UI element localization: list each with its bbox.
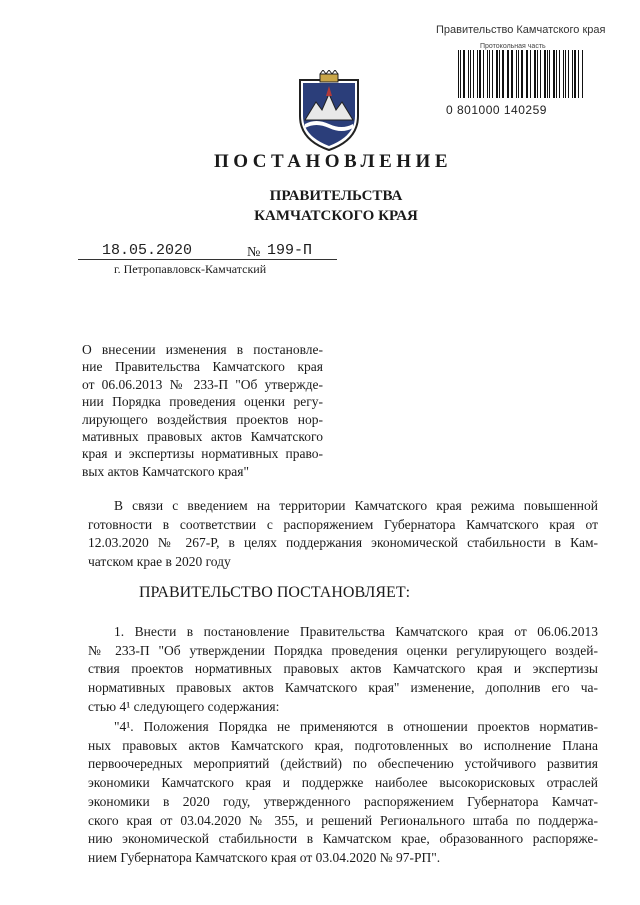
barcode-bar [530, 50, 531, 98]
clause-4-1-line: экономики Камчатского края и поддержке наиболее высокорисковых отраслей [88, 775, 598, 791]
intro-line: В связи с введением на территории Камчатского края режима повышенной [114, 498, 598, 513]
number-sign: № [247, 245, 261, 260]
barcode-bar [502, 50, 503, 98]
barcode-bar [460, 50, 461, 98]
barcode-bar [473, 50, 474, 98]
barcode-bar [565, 50, 566, 98]
barcode-bar [479, 50, 481, 98]
barcode [458, 50, 584, 98]
intro-line: 12.03.2020 № 267-Р, в целях поддержания экономической стабильности в Кам- [88, 535, 598, 551]
subject-line: лирующего воздействия проектов нор- [82, 411, 323, 427]
clause-1-line: № 233-П "Об утверждении Порядка проведения оценки регулирующего воздей- [88, 642, 598, 658]
intro-line: чатском крае в 2020 году [88, 554, 231, 570]
barcode-bar [547, 50, 548, 98]
issuer-title [0, 186, 640, 226]
document-subject [82, 341, 323, 480]
document-type-title: ПОСТАНОВЛЕНИЕ [213, 151, 453, 172]
barcode-bar [508, 50, 509, 98]
subject-line: края и экспертизы нормативных право- [82, 446, 323, 462]
intro-paragraph [88, 497, 598, 572]
barcode-bar [534, 50, 536, 98]
barcode-bar [511, 50, 513, 98]
document-city: г. Петропавловск-Камчатский [114, 262, 267, 276]
barcode-bar [483, 50, 484, 98]
subject-line: нии Порядка проведения оценки регу- [82, 394, 323, 410]
clause-4-1-line: ных правовых актов Камчатского края, подготовленных во исполнение Плана [88, 737, 598, 753]
clause-4-1-line: ского края от 03.04.2020 № 355, и решений Регионального штаба по поддержа- [88, 812, 598, 828]
intro-line: готовности в соответствии с распоряжением Губернатора Камчатского края от [88, 516, 598, 532]
clause-1-line: ствия проектов нормативных правовых актов Камчатского края и экспертизы [88, 661, 598, 677]
barcode-bar [553, 50, 555, 98]
barcode-bar [458, 50, 459, 98]
barcode-bar [563, 50, 564, 98]
subject-line: мативных правовых актов Камчатского [82, 429, 323, 445]
clause-1-line: стью 4¹ следующего содержания: [88, 698, 280, 714]
barcode-bar [582, 50, 583, 98]
barcode-number: 0 801000 140259 [446, 103, 547, 117]
barcode-bar [463, 50, 465, 98]
barcode-bar [499, 50, 500, 98]
barcode-bar [526, 50, 527, 98]
document-number: 199-П [267, 242, 313, 259]
barcode-bar [540, 50, 541, 98]
barcode-bar [516, 50, 517, 98]
barcode-bar [527, 50, 528, 98]
barcode-bar [549, 50, 550, 98]
clause-4-1 [88, 718, 598, 868]
subject-line: О внесении изменения в постановле- [82, 342, 323, 357]
barcode-bar [487, 50, 488, 98]
barcode-bar [521, 50, 522, 98]
clause-4-1-line: "4¹. Положения Порядка не применяются в отношении проектов норматив- [114, 719, 598, 734]
subject-line: от 06.06.2013 № 233-П "Об утвержде- [82, 376, 323, 392]
barcode-bar [477, 50, 478, 98]
clause-1-line: 1. Внести в постановление Правительства Камчатского края от 06.06.2013 [114, 624, 598, 639]
issuer-title-line1: ПРАВИТЕЛЬСТВА [269, 188, 403, 204]
clause-1-line: нормативных правовых актов Камчатского края" изменение, дополнив его ча- [88, 680, 598, 696]
barcode-bar [574, 50, 576, 98]
clause-4-1-line: первоочередных мероприятий (действий) по обеспечению устойчивого развития [88, 756, 598, 772]
barcode-bar [578, 50, 579, 98]
clause-1 [88, 623, 598, 717]
subject-line: ние Правительства Камчатского края [82, 359, 323, 375]
barcode-bar [507, 50, 508, 98]
barcode-bar [468, 50, 469, 98]
date-underline [78, 259, 337, 260]
barcode-bar [568, 50, 569, 98]
document-date: 18.05.2020 [102, 242, 193, 259]
subject-line: вых актов Камчатского края" [82, 463, 249, 479]
issuer-title-line2: КАМЧАТСКОГО КРАЯ [254, 208, 418, 224]
barcode-bar [492, 50, 493, 98]
barcode-bar [559, 50, 560, 98]
barcode-bar [489, 50, 490, 98]
barcode-bar [572, 50, 573, 98]
protocol-label: Протокольная часть [480, 43, 546, 50]
government-stamp-title: Правительство Камчатского края [436, 24, 606, 36]
coat-of-arms-icon [296, 70, 362, 152]
clause-4-1-line: экономики в 2020 году, утвержденного распоряжением Губернатора Камчат- [88, 793, 598, 809]
barcode-bar [470, 50, 471, 98]
clause-4-1-line: нию экономической стабильности в Камчатском крае, образованного распоряже- [88, 831, 598, 847]
barcode-bar [556, 50, 557, 98]
barcode-bar [496, 50, 498, 98]
decree-heading: ПРАВИТЕЛЬСТВО ПОСТАНОВЛЯЕТ: [139, 584, 411, 601]
barcode-bar [518, 50, 519, 98]
barcode-bar [537, 50, 538, 98]
clause-4-1-line: нием Губернатора Камчатского края от 03.04.2020 № 97-РП". [88, 849, 441, 865]
barcode-bar [544, 50, 545, 98]
